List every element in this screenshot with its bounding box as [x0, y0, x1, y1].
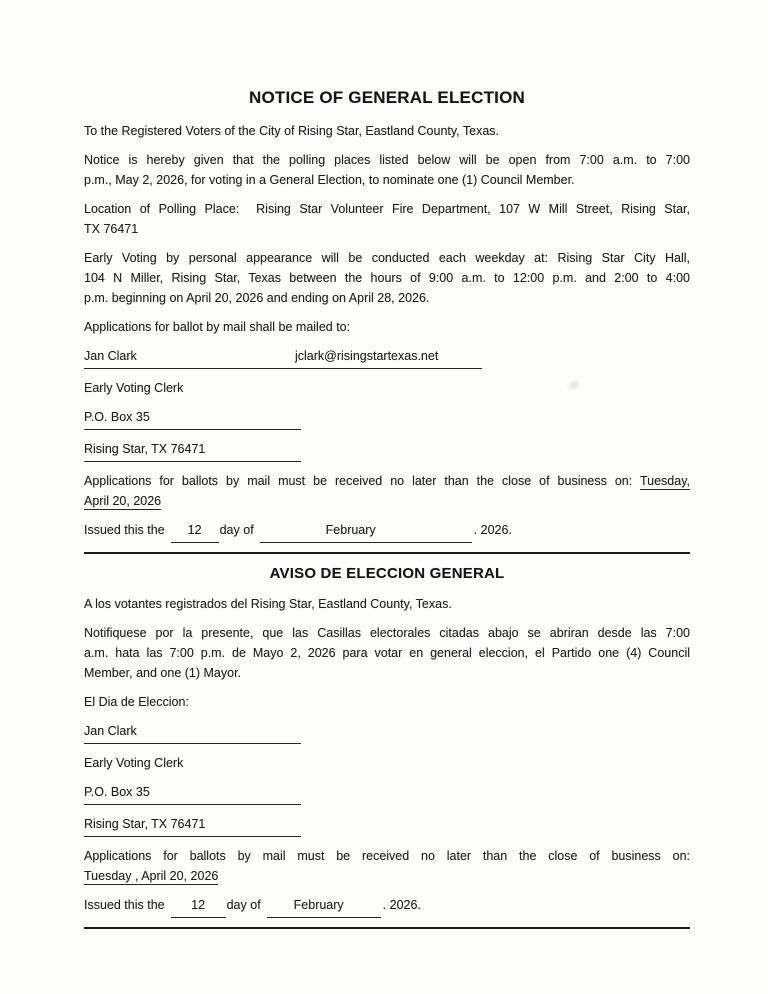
deadline-line-2-spanish: [84, 866, 690, 886]
issued-prefix-spanish: Issued this the: [84, 898, 165, 912]
po-box-underline: P.O. Box 35: [84, 407, 301, 430]
issued-day-number: 12: [171, 520, 219, 543]
issued-day-number-spanish: 12: [171, 895, 226, 918]
issued-prefix: Issued this the: [84, 523, 165, 537]
issued-suffix-spanish: . 2026.: [382, 898, 421, 912]
ballot-deadline-paragraph-english: [84, 471, 690, 511]
clerk-name-line-spanish: [84, 721, 690, 744]
intro-paragraph-spanish: A los votantes registrados del Rising Star, Eastland County, Texas.: [84, 597, 452, 611]
clerk-title-line-spanish: Early Voting Clerk: [84, 756, 184, 770]
ballot-deadline-paragraph-spanish: [84, 846, 690, 886]
city-state-zip-underline-spanish: Rising Star, TX 76471: [84, 814, 301, 837]
issued-connector-spanish: day of: [226, 898, 261, 912]
deadline-line-2: [84, 491, 690, 511]
po-box-line-spanish: [84, 782, 690, 805]
issued-line-english: [84, 520, 690, 543]
notice-section-spanish: [84, 565, 690, 929]
section-divider-rule: [84, 552, 690, 554]
clerk-name-email-underline: [84, 346, 482, 369]
bottom-rule: [84, 927, 690, 929]
notice-title-english: NOTICE OF GENERAL ELECTION: [249, 88, 525, 107]
polling-location-paragraph: Location of Polling Place: Rising Star Volunteer Fire Department, 107 W Mill Street, Rising Star, TX 76471: [84, 202, 690, 236]
issued-month-name: February: [260, 520, 472, 543]
deadline-date-part-1: Tuesday,: [639, 474, 690, 488]
deadline-prefix-spanish: Applications for ballots by mail must be received no later than the close of business on:: [84, 849, 690, 863]
issued-month-name-spanish: February: [267, 895, 381, 918]
polling-hours-paragraph: Notice is hereby given that the polling places listed below will be open from 7:00 a.m. to 7:00 p.m., May 2, 2026, for voting in a General Election, to nominate one (1) Council Member.: [84, 153, 690, 187]
clerk-title-line: Early Voting Clerk: [84, 381, 184, 395]
election-day-label: El Dia de Eleccion:: [84, 695, 189, 709]
issued-connector: day of: [219, 523, 254, 537]
notice-section-english: [84, 88, 690, 554]
early-voting-paragraph: Early Voting by personal appearance will be conducted each weekday at: Rising Star City Hall, 104 N Miller, Rising Star, Texas between the hours of 9:00 a.m. to 12:00 p.m. and 2:00 to 4:00 p.m. beginning on April 20, 2026 and ending on April 28, 2026.: [84, 251, 690, 305]
deadline-date-spanish: Tuesday , April 20, 2026: [84, 869, 219, 883]
city-state-zip-underline: Rising Star, TX 76471: [84, 439, 301, 462]
mail-to-label: Applications for ballot by mail shall be mailed to:: [84, 320, 351, 334]
clerk-name-underline-spanish: Jan Clark: [84, 721, 301, 744]
deadline-date-part-2: April 20, 2026: [84, 494, 162, 508]
notice-title-spanish: AVISO DE ELECCION GENERAL: [269, 565, 505, 582]
clerk-name-email-line: [84, 346, 690, 369]
po-box-line: [84, 407, 690, 430]
polling-hours-paragraph-spanish: Notifiquese por la presente, que las Casillas electorales citadas abajo se abriran desde las 7:00 a.m. hata las 7:00 p.m. de Mayo 2, 2026 para votar en general eleccion, el Partido one (4) Council Member, and one (1) Mayor.: [84, 626, 690, 680]
issued-line-spanish: [84, 895, 690, 918]
deadline-line-1: [84, 471, 690, 491]
deadline-prefix: Applications for ballots by mail must be received no later than the close of business on:: [84, 474, 640, 488]
issued-suffix: . 2026.: [473, 523, 512, 537]
intro-paragraph-english: To the Registered Voters of the City of Rising Star, Eastland County, Texas.: [84, 124, 500, 138]
po-box-underline-spanish: P.O. Box 35: [84, 782, 301, 805]
city-state-zip-line-spanish: [84, 814, 690, 837]
clerk-email: jclark@risingstartexas.net: [295, 349, 439, 363]
city-state-zip-line: [84, 439, 690, 462]
clerk-name: Jan Clark: [84, 349, 137, 363]
